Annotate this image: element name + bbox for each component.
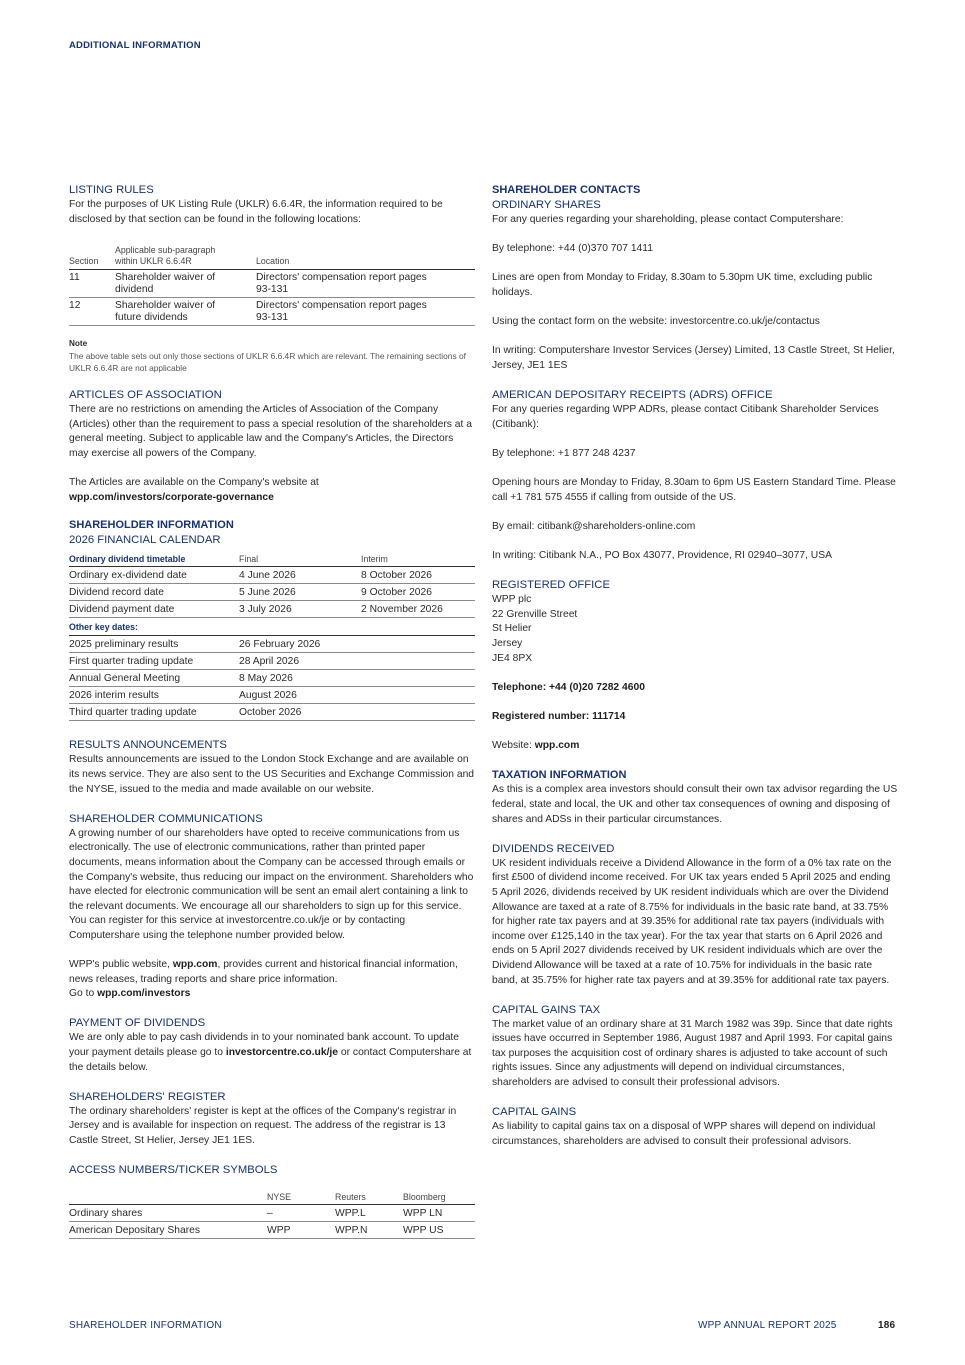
register-heading: SHAREHOLDERS' REGISTER <box>69 1090 226 1103</box>
table-cell: WPP.N <box>335 1222 403 1239</box>
office-telephone: Telephone: +44 (0)20 7282 4600 <box>492 681 645 693</box>
ordinary-phone: By telephone: +44 (0)370 707 1411 <box>492 243 653 255</box>
table-row <box>69 704 475 721</box>
col-header-reuters: Reuters <box>335 1190 403 1205</box>
table-row <box>69 601 475 618</box>
col-header-bloomberg: Bloomberg <box>403 1190 475 1205</box>
ordinary-web: Using the contact form on the website: investorcentre.co.uk/je/contactus <box>492 316 820 328</box>
col-header-blank <box>69 1190 267 1205</box>
section-label: ADDITIONAL INFORMATION <box>69 40 201 51</box>
capital-gains-heading: CAPITAL GAINS <box>492 1106 577 1119</box>
table-cell: 28 April 2026 <box>239 653 475 670</box>
right-column <box>492 183 898 1164</box>
col-header-location: Location <box>256 243 475 270</box>
table-cell: 2026 interim results <box>69 687 239 704</box>
capital-gains-body: As liability to capital gains tax on a disposal of WPP shares will depend on individual circumstances, shareholders are advised to consult their professional advisors. <box>492 1121 876 1147</box>
table-row <box>69 1222 475 1239</box>
payment-body-suffix: or contact Computershare at the details below. <box>69 1047 472 1073</box>
registered-office-heading: REGISTERED OFFICE <box>492 579 610 592</box>
registered-office-address <box>492 593 898 666</box>
table-cell: 2 November 2026 <box>361 601 475 618</box>
table-row <box>69 567 475 584</box>
table-row <box>69 636 475 653</box>
col-header-timetable: Ordinary dividend timetable <box>69 548 239 567</box>
table-cell: WPP LN <box>403 1205 475 1222</box>
table-cell: 26 February 2026 <box>239 636 475 653</box>
note-label: Note <box>69 339 88 349</box>
payment-body <box>69 1031 475 1075</box>
page-number: 186 <box>878 1320 896 1331</box>
table-row <box>69 298 475 326</box>
table-cell: 8 October 2026 <box>361 567 475 584</box>
articles-body: There are no restrictions on amending the Articles of Association of the Company (Articles) other than the requirement to pass a special resolution of the shareholders at a general meeting. Subject to applicable law and the Company's Articles, the Directors may exercise all powers of the Company. <box>69 404 472 459</box>
ordinary-intro: For any queries regarding your shareholding, please contact Computershare: <box>492 214 844 225</box>
table-cell: 12 <box>69 298 115 326</box>
table-cell: Ordinary shares <box>69 1205 267 1222</box>
table-cell: Third quarter trading update <box>69 704 239 721</box>
table-cell: Shareholder waiver of dividend <box>115 270 256 298</box>
table-cell: October 2026 <box>239 704 475 721</box>
table-row <box>69 670 475 687</box>
financial-calendar-table <box>69 548 475 721</box>
table-cell: 2025 preliminary results <box>69 636 239 653</box>
financial-calendar-heading: 2026 FINANCIAL CALENDAR <box>69 534 221 547</box>
other-key-dates-label: Other key dates: <box>69 618 475 636</box>
communications-heading: SHAREHOLDER COMMUNICATIONS <box>69 812 263 825</box>
table-cell: Directors' compensation report pages 93-131 <box>256 298 475 326</box>
footer-report-title: WPP ANNUAL REPORT 2025 <box>698 1320 837 1331</box>
web-prefix: WPP's public website, <box>69 959 170 971</box>
taxation-body: As this is a complex area investors should consult their own tax advisor regarding the US federal, state and local, the UK and other tax consequences of owning and disposing of shares and ADSs in their particular circumstances. <box>492 784 898 825</box>
table-row <box>69 1205 475 1222</box>
tickers-heading: ACCESS NUMBERS/TICKER SYMBOLS <box>69 1164 278 1177</box>
office-website <box>492 739 898 754</box>
ordinary-writing: In writing: Computershare Investor Services (Jersey) Limited, 13 Castle Street, St Helier, Jersey, JE1 1ES <box>492 345 895 371</box>
results-body: Results announcements are issued to the London Stock Exchange and are available on its news service. They are also sent to the US Securities and Exchange Commission and the NYSE, issued to the media and made available on our website. <box>69 754 475 795</box>
adr-phone: By telephone: +1 877 248 4237 <box>492 447 636 459</box>
table-cell: First quarter trading update <box>69 653 239 670</box>
office-website-link[interactable]: wpp.com <box>534 740 580 752</box>
shareholder-info-heading: SHAREHOLDER INFORMATION <box>69 519 234 532</box>
dividends-received-body: UK resident individuals receive a Dividend Allowance in the form of a 0% tax rate on the first £500 of dividend income received. For UK tax years ended 5 April 2025 and ending 5 April 2026, dividends received by UK resident individuals which are over the Dividend Allowance are taxed at a rate of 8.75% for individuals in the basic rate band, at 33.75% for higher rate tax payers and at 39.35% for additional rate tax payers (individuals with income over £125,140 in the tax year). For the tax year that starts on 6 April 2026 and ends on 5 April 2027 dividends received by UK resident individuals which are over the Dividend Allowance will be taxed at a rate of 10.75% for individuals in the basic rate band, at 35.75% for higher rate tax payers and at 39.35% for additional rate tax payers. <box>492 857 892 986</box>
register-body: The ordinary shareholders' register is kept at the offices of the Company's registrar in Jersey and is available for inspection on request. The address of the registrar is 13 Castle Street, St Helier, Jersey JE1 1ES. <box>69 1105 457 1146</box>
table-cell: Dividend record date <box>69 584 239 601</box>
table-cell: 3 July 2026 <box>239 601 361 618</box>
address-line: JE4 8PX <box>492 652 533 664</box>
address-line: Jersey <box>492 638 523 650</box>
adr-heading: AMERICAN DEPOSITARY RECEIPTS (ADRS) OFFICE <box>492 389 773 402</box>
table-cell: WPP <box>267 1222 335 1239</box>
articles-heading: ARTICLES OF ASSOCIATION <box>69 389 222 402</box>
adr-intro: For any queries regarding WPP ADRs, please contact Citibank Shareholder Services (Citibank): <box>492 404 879 430</box>
ordinary-hours: Lines are open from Monday to Friday, 8.30am to 5.30pm UK time, excluding public holidays. <box>492 272 873 298</box>
taxation-heading: TAXATION INFORMATION <box>492 769 627 782</box>
wpp-website-link[interactable]: wpp.com <box>172 959 218 971</box>
communications-website <box>69 958 475 1002</box>
col-header-interim: Interim <box>361 548 475 567</box>
table-cell: – <box>267 1205 335 1222</box>
left-column <box>69 183 475 1239</box>
investorcentre-link[interactable]: investorcentre.co.uk/je <box>225 1047 339 1059</box>
results-heading: RESULTS ANNOUNCEMENTS <box>69 739 227 752</box>
payment-heading: PAYMENT OF DIVIDENDS <box>69 1017 206 1030</box>
col-header-section: Section <box>69 243 115 270</box>
table-cell: WPP US <box>403 1222 475 1239</box>
goto-prefix: Go to <box>69 988 95 1000</box>
table-row <box>69 687 475 704</box>
articles-website <box>69 476 475 505</box>
address-line: 22 Grenville Street <box>492 608 578 620</box>
cgt-heading: CAPITAL GAINS TAX <box>492 1003 601 1016</box>
table-cell: 9 October 2026 <box>361 584 475 601</box>
listing-rules-table <box>69 243 475 326</box>
table-cell: 5 June 2026 <box>239 584 361 601</box>
adr-writing: In writing: Citibank N.A., PO Box 43077, Providence, RI 02940–3077, USA <box>492 550 832 562</box>
cgt-body: The market value of an ordinary share at 31 March 1982 was 39p. Since that date rights issues have occurred in September 1986, August 1987 and April 1993. For capital gains tax purposes the acquisition cost of ordinary shares is adjusted to take account of such rights issues. Since any adjustments will depend on individual circumstances, shareholders are advised to consult their professional advisors. <box>492 1018 893 1089</box>
dividends-received-heading: DIVIDENDS RECEIVED <box>492 842 615 855</box>
col-header-subparagraph: Applicable sub-paragraph within UKLR 6.6.4R <box>115 243 256 270</box>
table-cell: Dividend payment date <box>69 601 239 618</box>
note-text: The above table sets out only those sections of UKLR 6.6.4R which are relevant. The remaining sections of UKLR 6.6.4R are not applicable <box>69 351 466 374</box>
listing-rules-intro: For the purposes of UK Listing Rule (UKLR) 6.6.4R, the information required to be disclosed by that section can be found in the following locations: <box>69 199 443 225</box>
table-cell: Annual General Meeting <box>69 670 239 687</box>
articles-website-text: The Articles are available on the Company's website at <box>69 477 319 489</box>
table-cell: Shareholder waiver of future dividends <box>115 298 256 326</box>
col-header-nyse: NYSE <box>267 1190 335 1205</box>
table-cell: August 2026 <box>239 687 475 704</box>
website-label: Website: <box>492 740 532 752</box>
tickers-table <box>69 1190 475 1239</box>
table-subheader-row <box>69 618 475 636</box>
col-header-final: Final <box>239 548 361 567</box>
table-cell: 11 <box>69 270 115 298</box>
adr-email: By email: citibank@shareholders-online.com <box>492 520 696 532</box>
table-cell: 8 May 2026 <box>239 670 475 687</box>
table-cell: Ordinary ex-dividend date <box>69 567 239 584</box>
table-row <box>69 653 475 670</box>
table-cell: American Depositary Shares <box>69 1222 267 1239</box>
investors-link[interactable]: wpp.com/investors <box>97 988 191 1000</box>
web-suffix: , provides current and historical financial information, news releases, trading reports and share price information. <box>69 959 458 985</box>
table-cell: WPP.L <box>335 1205 403 1222</box>
adr-hours: Opening hours are Monday to Friday, 8.30am to 6pm US Eastern Standard Time. Please call +1 781 575 4555 if calling from outside of the US. <box>492 477 896 503</box>
table-cell: 4 June 2026 <box>239 567 361 584</box>
communications-body: A growing number of our shareholders have opted to receive communications from us electronically. The use of electronic communications, rather than printed paper documents, means information about the Company can be accessed through emails or the Company's website, thus reducing our impact on the environment. Shareholders who have elected for electronic communication will be sent an email alert containing a link to the relevant documents. We encourage all our shareholders to sign up for this service. You can register for this service at investorcentre.co.uk/je or by contacting Computershare using the telephone number provided below. <box>69 827 474 941</box>
table-row <box>69 270 475 298</box>
table-cell: Directors' compensation report pages 93-131 <box>256 270 475 298</box>
listing-rules-heading: LISTING RULES <box>69 184 154 196</box>
footer-section-label: SHAREHOLDER INFORMATION <box>69 1320 222 1331</box>
registered-number: Registered number: 111714 <box>492 711 626 722</box>
table-row <box>69 584 475 601</box>
ordinary-shares-heading: ORDINARY SHARES <box>492 199 601 211</box>
payment-body-prefix: We are only able to pay cash dividends in to your nominated bank account. To update your payment details please go to <box>69 1032 460 1059</box>
corporate-governance-link[interactable]: wpp.com/investors/corporate-governance <box>69 491 274 503</box>
address-line: WPP plc <box>492 594 532 606</box>
contacts-heading: SHAREHOLDER CONTACTS <box>492 184 641 196</box>
address-line: St Helier <box>492 623 532 635</box>
